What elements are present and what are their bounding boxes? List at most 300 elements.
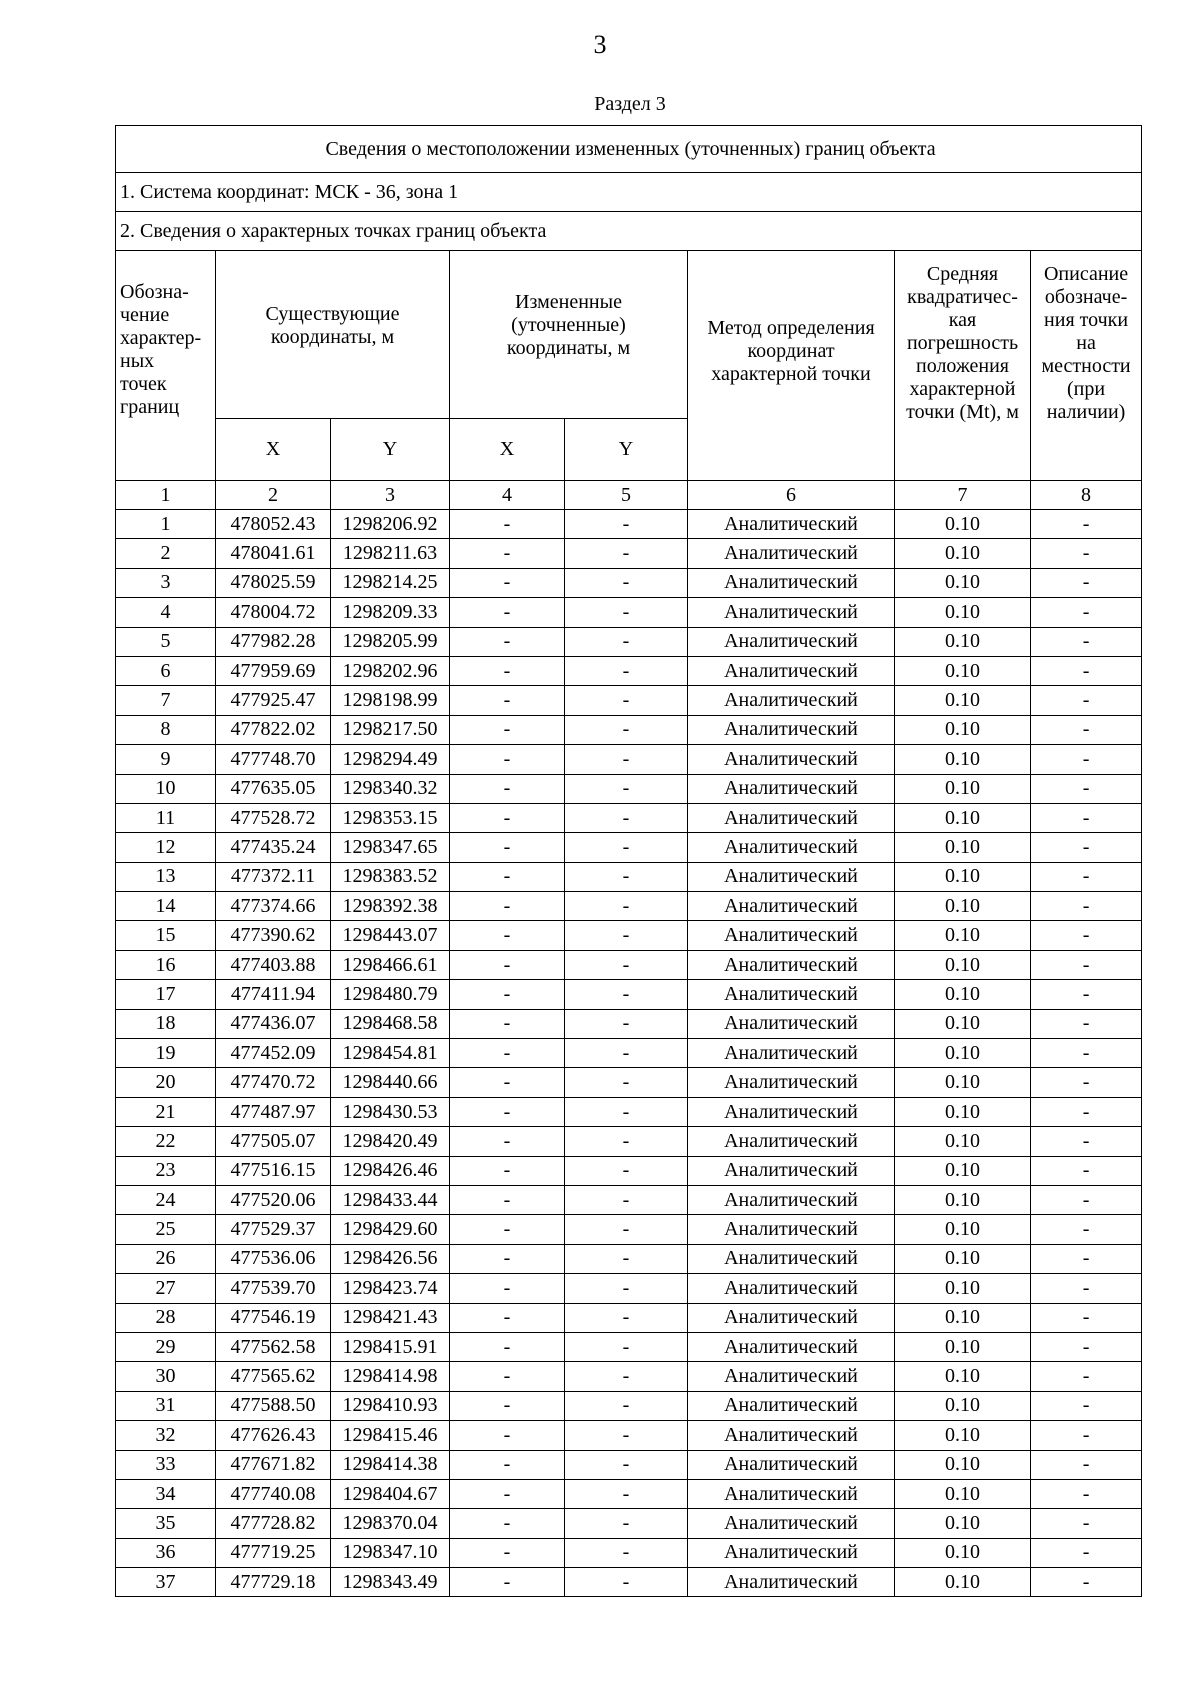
description-cell: - [1031, 745, 1142, 774]
table-row [116, 1215, 1142, 1244]
point-number-cell: 10 [116, 774, 216, 803]
changed-y-cell: - [565, 921, 688, 950]
changed-x-cell: - [450, 1303, 565, 1332]
error-cell: 0.10 [895, 1450, 1031, 1479]
table-row [116, 598, 1142, 627]
description-cell: - [1031, 598, 1142, 627]
existing-y-cell: 1298370.04 [331, 1509, 450, 1538]
changed-x-cell: - [450, 892, 565, 921]
error-cell: 0.10 [895, 745, 1031, 774]
method-cell: Аналитический [688, 686, 895, 715]
table-title: Сведения о местоположении измененных (уточненных) границ объекта [116, 126, 1142, 173]
error-cell: 0.10 [895, 1421, 1031, 1450]
column-number-row [116, 481, 1142, 510]
changed-y-cell: - [565, 1538, 688, 1567]
error-cell: 0.10 [895, 1332, 1031, 1361]
changed-x-cell: - [450, 598, 565, 627]
description-cell: - [1031, 1009, 1142, 1038]
method-cell: Аналитический [688, 892, 895, 921]
error-cell: 0.10 [895, 1097, 1031, 1126]
method-cell: Аналитический [688, 1039, 895, 1068]
existing-x-cell: 477740.08 [216, 1479, 331, 1508]
existing-x-cell: 478041.61 [216, 539, 331, 568]
changed-y-cell: - [565, 833, 688, 862]
error-cell: 0.10 [895, 656, 1031, 685]
method-cell: Аналитический [688, 1332, 895, 1361]
existing-y-cell: 1298414.98 [331, 1362, 450, 1391]
point-number-cell: 36 [116, 1538, 216, 1567]
existing-x-cell: 477635.05 [216, 774, 331, 803]
existing-x-cell: 477435.24 [216, 833, 331, 862]
changed-y-cell: - [565, 1568, 688, 1597]
existing-y-cell: 1298430.53 [331, 1097, 450, 1126]
description-cell: - [1031, 510, 1142, 539]
error-cell: 0.10 [895, 539, 1031, 568]
existing-y-cell: 1298429.60 [331, 1215, 450, 1244]
changed-y-cell: - [565, 1215, 688, 1244]
changed-x-cell: - [450, 803, 565, 832]
table-row [116, 1274, 1142, 1303]
existing-x-cell: 477546.19 [216, 1303, 331, 1332]
table-row [116, 1568, 1142, 1597]
changed-x-cell: - [450, 980, 565, 1009]
error-cell: 0.10 [895, 1068, 1031, 1097]
existing-x-cell: 477529.37 [216, 1215, 331, 1244]
column-number: 5 [565, 481, 688, 510]
header-changed-x: X [450, 419, 565, 481]
changed-y-cell: - [565, 1362, 688, 1391]
description-cell: - [1031, 686, 1142, 715]
changed-y-cell: - [565, 539, 688, 568]
error-cell: 0.10 [895, 862, 1031, 891]
column-number: 3 [331, 481, 450, 510]
existing-x-cell: 478025.59 [216, 568, 331, 597]
table-row [116, 1127, 1142, 1156]
method-cell: Аналитический [688, 656, 895, 685]
table-row [116, 1509, 1142, 1538]
existing-y-cell: 1298198.99 [331, 686, 450, 715]
changed-y-cell: - [565, 862, 688, 891]
point-number-cell: 14 [116, 892, 216, 921]
table-row [116, 1391, 1142, 1420]
error-cell: 0.10 [895, 715, 1031, 744]
existing-y-cell: 1298414.38 [331, 1450, 450, 1479]
description-cell: - [1031, 539, 1142, 568]
error-cell: 0.10 [895, 1568, 1031, 1597]
point-number-cell: 8 [116, 715, 216, 744]
method-cell: Аналитический [688, 1421, 895, 1450]
table-row [116, 539, 1142, 568]
description-cell: - [1031, 803, 1142, 832]
changed-y-cell: - [565, 950, 688, 979]
existing-x-cell: 477959.69 [216, 656, 331, 685]
existing-y-cell: 1298454.81 [331, 1039, 450, 1068]
point-number-cell: 17 [116, 980, 216, 1009]
existing-x-cell: 478052.43 [216, 510, 331, 539]
existing-x-cell: 477372.11 [216, 862, 331, 891]
description-cell: - [1031, 892, 1142, 921]
description-cell: - [1031, 627, 1142, 656]
changed-x-cell: - [450, 627, 565, 656]
changed-x-cell: - [450, 1450, 565, 1479]
description-cell: - [1031, 980, 1142, 1009]
error-cell: 0.10 [895, 1009, 1031, 1038]
description-cell: - [1031, 1185, 1142, 1214]
description-cell: - [1031, 1274, 1142, 1303]
description-cell: - [1031, 656, 1142, 685]
description-cell: - [1031, 1156, 1142, 1185]
description-cell: - [1031, 1303, 1142, 1332]
existing-x-cell: 477452.09 [216, 1039, 331, 1068]
changed-y-cell: - [565, 892, 688, 921]
method-cell: Аналитический [688, 1244, 895, 1273]
method-cell: Аналитический [688, 1391, 895, 1420]
existing-y-cell: 1298353.15 [331, 803, 450, 832]
point-number-cell: 29 [116, 1332, 216, 1361]
header-existing-x: X [216, 419, 331, 481]
method-cell: Аналитический [688, 745, 895, 774]
existing-x-cell: 477925.47 [216, 686, 331, 715]
changed-x-cell: - [450, 1568, 565, 1597]
table-row [116, 980, 1142, 1009]
error-cell: 0.10 [895, 686, 1031, 715]
description-cell: - [1031, 1479, 1142, 1508]
point-number-cell: 26 [116, 1244, 216, 1273]
table-row [116, 950, 1142, 979]
table-row [116, 1185, 1142, 1214]
existing-y-cell: 1298420.49 [331, 1127, 450, 1156]
error-cell: 0.10 [895, 1479, 1031, 1508]
error-cell: 0.10 [895, 1127, 1031, 1156]
point-number-cell: 24 [116, 1185, 216, 1214]
description-cell: - [1031, 774, 1142, 803]
table-row [116, 656, 1142, 685]
point-number-cell: 12 [116, 833, 216, 862]
error-cell: 0.10 [895, 1538, 1031, 1567]
header-changed-coords: Измененные (уточненные) координаты, м [450, 251, 688, 419]
points-section-label: 2. Сведения о характерных точках границ объекта [116, 212, 1142, 251]
existing-x-cell: 477565.62 [216, 1362, 331, 1391]
changed-y-cell: - [565, 1039, 688, 1068]
changed-y-cell: - [565, 1332, 688, 1361]
description-cell: - [1031, 1391, 1142, 1420]
description-cell: - [1031, 1097, 1142, 1126]
changed-y-cell: - [565, 568, 688, 597]
method-cell: Аналитический [688, 1303, 895, 1332]
existing-y-cell: 1298347.65 [331, 833, 450, 862]
existing-y-cell: 1298206.92 [331, 510, 450, 539]
existing-x-cell: 477390.62 [216, 921, 331, 950]
table-row [116, 1421, 1142, 1450]
section-title: Раздел 3 [594, 93, 666, 115]
error-cell: 0.10 [895, 1039, 1031, 1068]
existing-x-cell: 477520.06 [216, 1185, 331, 1214]
existing-x-cell: 477411.94 [216, 980, 331, 1009]
existing-y-cell: 1298421.43 [331, 1303, 450, 1332]
changed-x-cell: - [450, 774, 565, 803]
existing-y-cell: 1298423.74 [331, 1274, 450, 1303]
changed-y-cell: - [565, 803, 688, 832]
description-cell: - [1031, 1244, 1142, 1273]
method-cell: Аналитический [688, 1127, 895, 1156]
description-cell: - [1031, 1421, 1142, 1450]
existing-y-cell: 1298466.61 [331, 950, 450, 979]
table-row [116, 833, 1142, 862]
existing-x-cell: 477748.70 [216, 745, 331, 774]
table-row [116, 862, 1142, 891]
description-cell: - [1031, 1362, 1142, 1391]
error-cell: 0.10 [895, 1509, 1031, 1538]
error-cell: 0.10 [895, 1244, 1031, 1273]
point-number-cell: 37 [116, 1568, 216, 1597]
existing-y-cell: 1298392.38 [331, 892, 450, 921]
changed-y-cell: - [565, 1127, 688, 1156]
error-cell: 0.10 [895, 833, 1031, 862]
description-cell: - [1031, 1068, 1142, 1097]
method-cell: Аналитический [688, 1362, 895, 1391]
table-row [116, 1009, 1142, 1038]
existing-y-cell: 1298294.49 [331, 745, 450, 774]
error-cell: 0.10 [895, 1185, 1031, 1214]
description-cell: - [1031, 1039, 1142, 1068]
header-existing-y: Y [331, 419, 450, 481]
point-number-cell: 2 [116, 539, 216, 568]
method-cell: Аналитический [688, 1009, 895, 1038]
point-number-cell: 31 [116, 1391, 216, 1420]
existing-y-cell: 1298209.33 [331, 598, 450, 627]
existing-y-cell: 1298340.32 [331, 774, 450, 803]
changed-x-cell: - [450, 1538, 565, 1567]
changed-y-cell: - [565, 1274, 688, 1303]
existing-y-cell: 1298433.44 [331, 1185, 450, 1214]
point-number-cell: 4 [116, 598, 216, 627]
changed-x-cell: - [450, 715, 565, 744]
existing-y-cell: 1298202.96 [331, 656, 450, 685]
method-cell: Аналитический [688, 833, 895, 862]
header-changed-y: Y [565, 419, 688, 481]
method-cell: Аналитический [688, 862, 895, 891]
point-number-cell: 11 [116, 803, 216, 832]
changed-y-cell: - [565, 1421, 688, 1450]
table-row [116, 745, 1142, 774]
changed-x-cell: - [450, 1362, 565, 1391]
column-number: 2 [216, 481, 331, 510]
error-cell: 0.10 [895, 627, 1031, 656]
table-row [116, 568, 1142, 597]
changed-y-cell: - [565, 510, 688, 539]
method-cell: Аналитический [688, 1215, 895, 1244]
point-number-cell: 34 [116, 1479, 216, 1508]
changed-x-cell: - [450, 1421, 565, 1450]
existing-x-cell: 477588.50 [216, 1391, 331, 1420]
point-number-cell: 19 [116, 1039, 216, 1068]
error-cell: 0.10 [895, 803, 1031, 832]
existing-x-cell: 477470.72 [216, 1068, 331, 1097]
changed-y-cell: - [565, 1068, 688, 1097]
changed-x-cell: - [450, 1244, 565, 1273]
method-cell: Аналитический [688, 510, 895, 539]
table-row [116, 686, 1142, 715]
existing-x-cell: 477436.07 [216, 1009, 331, 1038]
point-number-cell: 6 [116, 656, 216, 685]
error-cell: 0.10 [895, 950, 1031, 979]
table-row [116, 715, 1142, 744]
point-number-cell: 16 [116, 950, 216, 979]
point-number-cell: 13 [116, 862, 216, 891]
description-cell: - [1031, 1568, 1142, 1597]
point-number-cell: 1 [116, 510, 216, 539]
changed-y-cell: - [565, 686, 688, 715]
error-cell: 0.10 [895, 1274, 1031, 1303]
existing-y-cell: 1298205.99 [331, 627, 450, 656]
table-row [116, 1039, 1142, 1068]
point-number-cell: 9 [116, 745, 216, 774]
changed-y-cell: - [565, 1450, 688, 1479]
changed-y-cell: - [565, 627, 688, 656]
description-cell: - [1031, 1450, 1142, 1479]
method-cell: Аналитический [688, 1156, 895, 1185]
error-cell: 0.10 [895, 510, 1031, 539]
description-cell: - [1031, 921, 1142, 950]
existing-x-cell: 477487.97 [216, 1097, 331, 1126]
table-row [116, 892, 1142, 921]
error-cell: 0.10 [895, 1362, 1031, 1391]
existing-y-cell: 1298468.58 [331, 1009, 450, 1038]
description-cell: - [1031, 1332, 1142, 1361]
error-cell: 0.10 [895, 1303, 1031, 1332]
error-cell: 0.10 [895, 598, 1031, 627]
existing-y-cell: 1298343.49 [331, 1568, 450, 1597]
changed-y-cell: - [565, 1097, 688, 1126]
changed-x-cell: - [450, 1097, 565, 1126]
table-row [116, 1097, 1142, 1126]
existing-x-cell: 477528.72 [216, 803, 331, 832]
column-number: 6 [688, 481, 895, 510]
column-number: 7 [895, 481, 1031, 510]
existing-x-cell: 477562.58 [216, 1332, 331, 1361]
existing-x-cell: 477536.06 [216, 1244, 331, 1273]
changed-x-cell: - [450, 568, 565, 597]
existing-x-cell: 477403.88 [216, 950, 331, 979]
table-row [116, 774, 1142, 803]
changed-y-cell: - [565, 1156, 688, 1185]
table-row [116, 1479, 1142, 1508]
error-cell: 0.10 [895, 1156, 1031, 1185]
point-number-cell: 15 [116, 921, 216, 950]
existing-y-cell: 1298347.10 [331, 1538, 450, 1567]
existing-y-cell: 1298214.25 [331, 568, 450, 597]
table-row [116, 510, 1142, 539]
existing-x-cell: 477539.70 [216, 1274, 331, 1303]
description-cell: - [1031, 1127, 1142, 1156]
point-number-cell: 30 [116, 1362, 216, 1391]
table-row [116, 1362, 1142, 1391]
changed-x-cell: - [450, 1068, 565, 1097]
changed-y-cell: - [565, 745, 688, 774]
method-cell: Аналитический [688, 1538, 895, 1567]
description-cell: - [1031, 715, 1142, 744]
existing-y-cell: 1298404.67 [331, 1479, 450, 1508]
method-cell: Аналитический [688, 539, 895, 568]
column-number: 1 [116, 481, 216, 510]
existing-x-cell: 477729.18 [216, 1568, 331, 1597]
table-row [116, 1332, 1142, 1361]
existing-y-cell: 1298415.91 [331, 1332, 450, 1361]
description-cell: - [1031, 1538, 1142, 1567]
method-cell: Аналитический [688, 627, 895, 656]
existing-x-cell: 477822.02 [216, 715, 331, 744]
description-cell: - [1031, 568, 1142, 597]
method-cell: Аналитический [688, 1568, 895, 1597]
existing-y-cell: 1298480.79 [331, 980, 450, 1009]
point-number-cell: 33 [116, 1450, 216, 1479]
existing-x-cell: 477728.82 [216, 1509, 331, 1538]
changed-x-cell: - [450, 950, 565, 979]
existing-x-cell: 477516.15 [216, 1156, 331, 1185]
coordinates-table [115, 125, 1142, 1597]
coord-system-label: 1. Система координат: МСК - 36, зона 1 [116, 173, 1142, 212]
changed-x-cell: - [450, 1479, 565, 1508]
point-number-cell: 21 [116, 1097, 216, 1126]
existing-x-cell: 477671.82 [216, 1450, 331, 1479]
changed-x-cell: - [450, 1009, 565, 1038]
changed-y-cell: - [565, 1244, 688, 1273]
method-cell: Аналитический [688, 598, 895, 627]
error-cell: 0.10 [895, 1391, 1031, 1420]
error-cell: 0.10 [895, 921, 1031, 950]
existing-y-cell: 1298443.07 [331, 921, 450, 950]
error-cell: 0.10 [895, 568, 1031, 597]
existing-y-cell: 1298410.93 [331, 1391, 450, 1420]
table-row [116, 1244, 1142, 1273]
method-cell: Аналитический [688, 950, 895, 979]
header-designation: Обозна- чение характер- ных точек границ [116, 251, 216, 481]
changed-y-cell: - [565, 656, 688, 685]
method-cell: Аналитический [688, 1509, 895, 1538]
point-number-cell: 32 [116, 1421, 216, 1450]
changed-y-cell: - [565, 1009, 688, 1038]
changed-x-cell: - [450, 656, 565, 685]
description-cell: - [1031, 950, 1142, 979]
existing-y-cell: 1298211.63 [331, 539, 450, 568]
point-number-cell: 22 [116, 1127, 216, 1156]
table-row [116, 1538, 1142, 1567]
changed-x-cell: - [450, 1274, 565, 1303]
changed-x-cell: - [450, 539, 565, 568]
table-row [116, 1303, 1142, 1332]
existing-y-cell: 1298426.56 [331, 1244, 450, 1273]
existing-x-cell: 477719.25 [216, 1538, 331, 1567]
existing-x-cell: 478004.72 [216, 598, 331, 627]
changed-x-cell: - [450, 510, 565, 539]
table-row [116, 921, 1142, 950]
table-row [116, 1068, 1142, 1097]
page-number: 3 [593, 30, 607, 59]
table-row [116, 1156, 1142, 1185]
changed-x-cell: - [450, 1039, 565, 1068]
table-row [116, 1450, 1142, 1479]
changed-y-cell: - [565, 715, 688, 744]
point-number-cell: 7 [116, 686, 216, 715]
existing-y-cell: 1298440.66 [331, 1068, 450, 1097]
changed-x-cell: - [450, 1127, 565, 1156]
error-cell: 0.10 [895, 774, 1031, 803]
existing-x-cell: 477982.28 [216, 627, 331, 656]
method-cell: Аналитический [688, 1450, 895, 1479]
changed-y-cell: - [565, 980, 688, 1009]
changed-y-cell: - [565, 598, 688, 627]
changed-x-cell: - [450, 1215, 565, 1244]
